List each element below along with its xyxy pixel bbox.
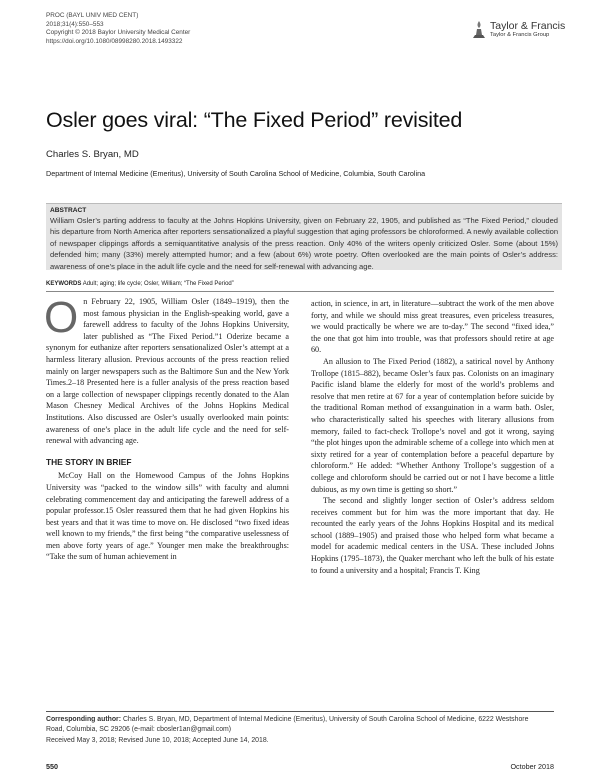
article-author: Charles S. Bryan, MD [46, 149, 139, 160]
journal-meta [46, 12, 190, 46]
corresponding-author [46, 715, 554, 746]
author-affiliation: Department of Internal Medicine (Emeritus), University of South Carolina School of Medicine, Columbia, South Carolina [46, 169, 426, 178]
abstract-box [46, 203, 562, 270]
page-number: 550 [46, 762, 58, 771]
keywords-label: KEYWORDS [46, 281, 82, 287]
corr-label: Corresponding author: [46, 716, 122, 723]
keywords-text: Adult; aging; life cycle; Osler, William; “The Fixed Period” [82, 281, 234, 287]
left-column [44, 293, 289, 563]
issue-date: October 2018 [510, 762, 554, 771]
corr-line2: Road, Columbia, SC 29206 (e-mail: cbosler1an@gmail.com) [46, 726, 232, 734]
publisher-name: Taylor & Francis [490, 20, 566, 32]
section-heading: THE STORY IN BRIEF [46, 456, 132, 467]
publisher-logo [470, 18, 590, 42]
journal-volume: 2018;31(4):550–553 [46, 20, 104, 28]
body-paragraph: The second and slightly longer section of Osler’s address seldom receives comment but for him was the more important that day. He recounted the early years of the Johns Hopkins Hospital and its medical school (1889–1905) and praised those who helped form what became a model for academic medical centers in the USA. These included Johns Hopkins (1795–1873), the Quaker merchant who left the bulk of his estate to found a university and a hospital; Francis T. King [311, 496, 554, 575]
article-title: Osler goes viral: “The Fixed Period” revisited [46, 108, 463, 132]
doi-link[interactable]: https://doi.org/10.1080/08998280.2018.1493322 [46, 37, 183, 45]
body-paragraph: action, in science, in art, in literature—subtract the work of the men above forty, and while we should miss great treasures, even priceless treasures, we would practically be where we are to-day.” The second “fixed idea,” the one that got him into trouble, was that professors should retire at age 60. [311, 299, 554, 355]
footnote-divider [46, 711, 554, 712]
journal-name: PROC (BAYL UNIV MED CENT) [46, 12, 139, 19]
publisher-group: Taylor & Francis Group [490, 32, 550, 38]
abstract-text: William Osler’s parting address to faculty at the Johns Hopkins University, given on February 22, 1905, and published as “The Fixed Period,” clouded his departure from North America after reporters sensationalized a playful suggestion that aging professors be chloroformed. A newly available collection of newspaper clippings affords a semiquantitative analysis of the press reaction. Only 40% of the writers openly criticized Osler. Some (about 15%) defended him; many (33%) merely attempted humor; and a few (about 6%) wrote poetry. Often overlooked are the main points of Osler’s address: awareness of one’s place in the adult life cycle and the need for self-renewal with advancing age. [50, 216, 559, 271]
right-column [311, 298, 554, 576]
divider [46, 291, 554, 292]
intro-paragraph [44, 293, 289, 447]
abstract-heading: ABSTRACT [50, 207, 87, 214]
received-dates: Received May 3, 2018; Revised June 10, 2018; Accepted June 14, 2018. [46, 736, 269, 744]
publisher-lamp-icon [470, 18, 488, 40]
keywords [46, 281, 234, 287]
body-paragraph: McCoy Hall on the Homewood Campus of the Johns Hopkins University was “packed to the window sills” with faculty and alumni celebrating commencement day and anticipating the farewell address of a popular professor.15 Osler reassured them that he had given Hopkins his best years and that it was time to move on. He disclosed “two fixed ideas well known to my friends,” the first being “the comparative uselessness of men above forty years of age.” Younger men make the breakthroughs: “Take the sum of human achievement in [46, 471, 289, 562]
body-paragraph: An allusion to The Fixed Period (1882), a satirical novel by Anthony Trollope (1815–882), became Osler’s faux pas. Colonists on an imaginary Pacific island blame the elderly for most of the world’s problems and resolve that men retire at 67 for a year of contemplation before suicide by the traditional Roman method of exsanguination in a warm bath. Osler, who characteristically salted his speeches with literary allusions from memory, failed to fact-check Trollope’s novel and got it wrong, saying “the plot hinges upon the admirable scheme of a college into which men at sixty retired for a year of contemplation before a peaceful departure by chloroform.” He added: “Whether Anthony Trollope’s suggestion of a college and chloroform should be carried out or not I have become a little dubious, as my own time is getting so short.” [311, 356, 554, 494]
dropcap: O [44, 293, 79, 342]
copyright: Copyright © 2018 Baylor University Medical Center [46, 29, 191, 37]
intro-text: n February 22, 1905, William Osler (1849–1919), then the most famous physician in the English-speaking world, gave a farewell address to faculty of the Johns Hopkins University, later published as “The Fixed Period.”1 Oderize became a synonym for euthanize after reporters sensationalized Osler’s attempt at a harmless literary allusion. Previous accounts of the press reaction relied mainly on larger newspapers such as the Baltimore Sun and the New York Times.2–18 Presented here is a fuller analysis of the press reaction based on a large collection of newspaper clippings recently donated to the Alan Mason Chesney Medical Archives of the Johns Hopkins Medical Institutions. Also discussed are Osler’s usually overlooked main points: awareness of one’s place in the adult life cycle and the need for self-renewal with advancing age. [46, 297, 289, 446]
corr-line1: Charles S. Bryan, MD, Department of Internal Medicine (Emeritus), University of South Carolina School of Medicine, 6222 Westshore [122, 716, 529, 723]
